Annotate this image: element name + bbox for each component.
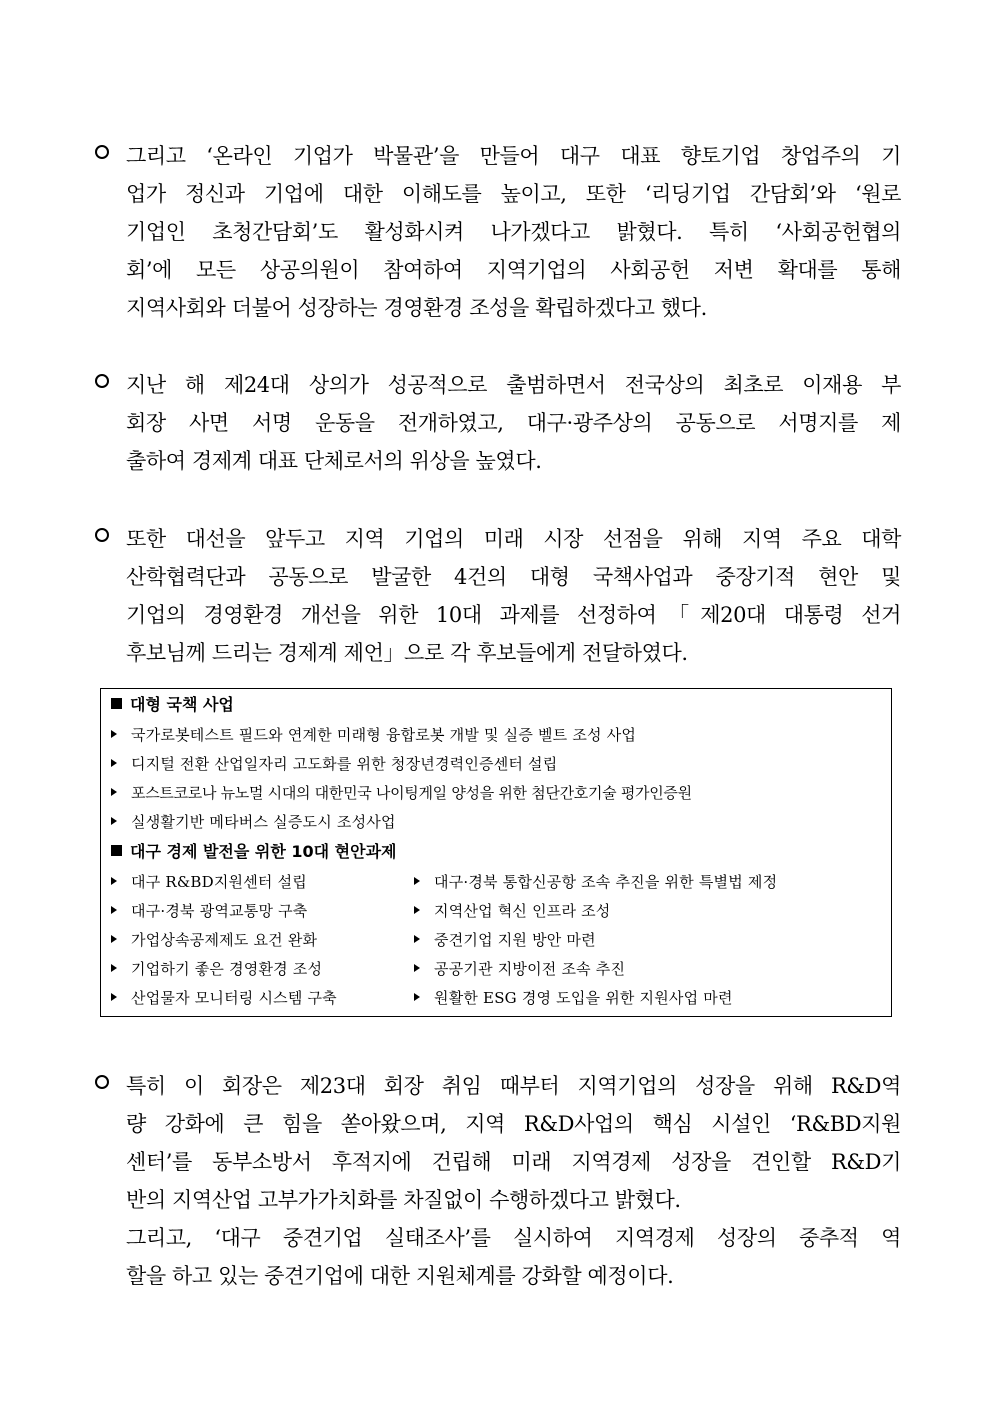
list-item	[111, 928, 317, 952]
section-title-national-projects	[111, 693, 234, 717]
triangle-bullet-icon	[111, 964, 117, 972]
paragraph-line: 회장 사면 서명 운동을 전개하였고, 대구·광주상의 공동으로 서명지를 제	[126, 411, 901, 435]
paragraph-line: 산학협력단과 공동으로 발굴한 4건의 대형 국책사업과 중장기적 현안 및	[126, 565, 901, 589]
list-item-text: 대구 R&BD지원센터 설립	[131, 873, 307, 891]
list-item	[111, 752, 557, 776]
list-item-text: 포스트코로나 뉴노멀 시대의 대한민국 나이팅게일 양성을 위한 첨단간호기술 평가인증원	[131, 784, 692, 802]
square-bullet-icon	[111, 698, 122, 709]
list-item-text: 원활한 ESG 경영 도입을 위한 지원사업 마련	[434, 989, 733, 1007]
triangle-bullet-icon	[414, 964, 420, 972]
triangle-bullet-icon	[111, 759, 117, 767]
triangle-bullet-icon	[111, 877, 117, 885]
paragraph-line: 그리고 ‘온라인 기업가 박물관’을 만들어 대구 대표 향토기업 창업주의 기	[126, 144, 901, 168]
triangle-bullet-icon	[414, 877, 420, 885]
circle-bullet-icon	[95, 528, 109, 542]
list-item	[111, 870, 307, 894]
section-title-text: 대형 국책 사업	[130, 695, 234, 714]
paragraph-line: 업가 정신과 기업에 대한 이해도를 높이고, 또한 ‘리딩기업 간담회’와 ‘원로	[126, 182, 901, 206]
list-item	[111, 810, 396, 834]
list-item-text: 국가로봇테스트 필드와 연계한 미래형 융합로봇 개발 및 실증 벨트 조성 사업	[131, 726, 637, 744]
list-item-text: 기업하기 좋은 경영환경 조성	[131, 960, 323, 978]
paragraph-line: 지난 해 제24대 상의가 성공적으로 출범하면서 전국상의 최초로 이재용 부	[126, 373, 901, 397]
triangle-bullet-icon	[111, 993, 117, 1001]
paragraph-line: 후보님께 드리는 경제계 제언」으로 각 후보들에게 전달하였다.	[126, 641, 688, 665]
circle-bullet-icon	[95, 1075, 109, 1089]
paragraph-line: 지역사회와 더불어 성장하는 경영환경 조성을 확립하겠다고 했다.	[126, 296, 707, 320]
paragraph-line: 센터’를 동부소방서 후적지에 건립해 미래 지역경제 성장을 견인할 R&D기	[126, 1150, 901, 1174]
list-item	[414, 986, 733, 1010]
list-item-text: 산업물자 모니터링 시스템 구축	[131, 989, 337, 1007]
list-item-text: 공공기관 지방이전 조속 추진	[434, 960, 626, 978]
list-item-text: 가업상속공제제도 요건 완화	[131, 931, 318, 949]
policy-box	[100, 688, 892, 1017]
paragraph-line: 할을 하고 있는 중견기업에 대한 지원체계를 강화할 예정이다.	[126, 1264, 674, 1288]
paragraph-line: 량 강화에 큰 힘을 쏟아왔으며, 지역 R&D사업의 핵심 시설인 ‘R&BD지원	[126, 1112, 901, 1136]
triangle-bullet-icon	[414, 906, 420, 914]
list-item-text: 디지털 전환 산업일자리 고도화를 위한 청장년경력인증센터 설립	[131, 755, 558, 773]
paragraph-line: 그리고, ‘대구 중견기업 실태조사’를 실시하여 지역경제 성장의 중추적 역	[126, 1226, 901, 1250]
triangle-bullet-icon	[111, 788, 117, 796]
triangle-bullet-icon	[111, 935, 117, 943]
list-item	[414, 928, 596, 952]
section-title-text: 대구 경제 발전을 위한 10대 현안과제	[130, 842, 397, 861]
list-item-text: 지역산업 혁신 인프라 조성	[434, 902, 611, 920]
list-item	[111, 986, 337, 1010]
triangle-bullet-icon	[414, 993, 420, 1001]
section-title-daegu-tasks	[111, 840, 397, 864]
list-item	[414, 957, 625, 981]
list-item	[111, 781, 692, 805]
triangle-bullet-icon	[414, 935, 420, 943]
list-item	[414, 899, 611, 923]
paragraph-line: 또한 대선을 앞두고 지역 기업의 미래 시장 선점을 위해 지역 주요 대학	[126, 527, 901, 551]
paragraph-line: 기업의 경영환경 개선을 위한 10대 과제를 선정하여「제20대 대통령 선거	[126, 603, 901, 627]
list-item	[111, 899, 308, 923]
paragraph-line: 반의 지역산업 고부가가치화를 차질없이 수행하겠다고 밝혔다.	[126, 1188, 681, 1212]
paragraph-line: 회’에 모든 상공의원이 참여하여 지역기업의 사회공헌 저변 확대를 통해	[126, 258, 901, 282]
list-item-text: 실생활기반 메타버스 실증도시 조성사업	[131, 813, 396, 831]
list-item	[111, 723, 636, 747]
list-item-text: 중견기업 지원 방안 마련	[434, 931, 596, 949]
triangle-bullet-icon	[111, 730, 117, 738]
list-item-text: 대구·경북 광역교통망 구축	[131, 902, 308, 920]
list-item	[111, 957, 322, 981]
circle-bullet-icon	[95, 145, 109, 159]
square-bullet-icon	[111, 845, 122, 856]
list-item	[414, 870, 777, 894]
triangle-bullet-icon	[111, 817, 117, 825]
paragraph-line: 출하여 경제계 대표 단체로서의 위상을 높였다.	[126, 449, 542, 473]
paragraph-line: 기업인 초청간담회’도 활성화시켜 나가겠다고 밝혔다. 특히 ‘사회공헌협의	[126, 220, 901, 244]
paragraph-line: 특히 이 회장은 제23대 회장 취임 때부터 지역기업의 성장을 위해 R&D역	[126, 1074, 901, 1098]
list-item-text: 대구·경북 통합신공항 조속 추진을 위한 특별법 제정	[434, 873, 778, 891]
circle-bullet-icon	[95, 374, 109, 388]
triangle-bullet-icon	[111, 906, 117, 914]
